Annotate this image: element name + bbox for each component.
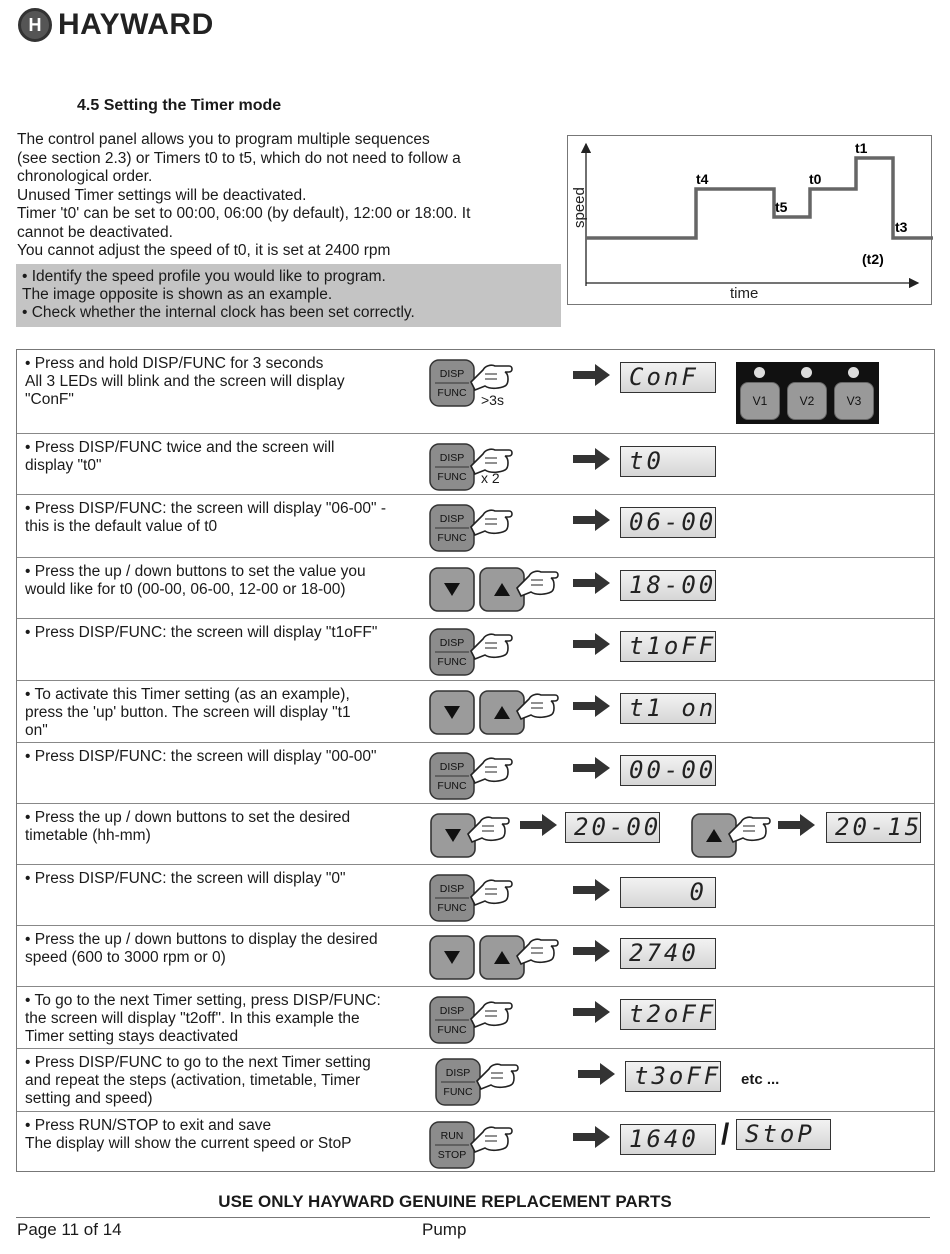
footer-notice: USE ONLY HAYWARD GENUINE REPLACEMENT PARTS [218,1192,672,1211]
button-label-bottom: FUNC [437,656,467,668]
lcd-display: 2740 [620,938,716,969]
button-label-top: DISP [439,883,465,895]
step-row [17,434,934,495]
disp-func-button[interactable] [429,442,519,494]
step-row [17,681,934,743]
label-t3: t3 [895,219,908,235]
button-label-top: DISP [439,637,465,649]
button-label-top: DISP [439,761,465,773]
hayward-logo-mark: H [18,8,52,42]
page-number: Page 11 of 14 [17,1220,122,1239]
led-indicator [754,367,765,378]
run-stop-button[interactable] [429,1120,519,1172]
lcd-display: t1 on [620,693,716,724]
lcd-display: 1640 [620,1124,716,1155]
disp-func-button[interactable] [429,873,519,925]
step-instruction: • To go to the next Timer setting, press DISP/FUNC: the screen will display "t2off". In this example the Timer setting stays deactivated [25,992,381,1045]
etc-note: etc ... [741,1071,780,1088]
step-row [17,1049,934,1112]
step-row [17,1112,934,1171]
press-hint: >3s [481,392,504,408]
step-instruction: • Press DISP/FUNC: the screen will display "0" [25,870,346,887]
intro-paragraph: You cannot adjust the speed of t0, it is set at 2400 rpm [17,242,391,259]
right-arrow-icon [578,1061,616,1087]
disp-func-button[interactable] [429,358,519,410]
right-arrow-icon [573,877,611,903]
hand-pointer-icon [471,1002,512,1027]
label-t2: (t2) [862,251,884,267]
button-label-bottom: FUNC [437,1024,467,1036]
lcd-display: 20-00 [565,812,660,843]
right-arrow-icon [573,755,611,781]
led-indicator [848,367,859,378]
steps-table [16,349,935,1172]
speed-button-v2[interactable]: V2 [787,382,827,420]
step-instruction: • Press DISP/FUNC to go to the next Timer setting and repeat the steps (activation, timetable, Timer setting and speed) [25,1054,371,1107]
step-instruction: • Press DISP/FUNC: the screen will display "t1oFF" [25,624,378,641]
right-arrow-icon [573,999,611,1025]
step-row [17,350,934,434]
label-t0: t0 [809,171,822,187]
lcd-display: 06-00 [620,507,716,538]
footer-divider [16,1217,930,1218]
hayward-logo-text: HAYWARD [58,8,214,41]
step-instruction: • To activate this Timer setting (as an example), press the 'up' button. The screen will display "t1 on" [25,686,351,739]
down-button[interactable] [429,689,477,737]
button-label-top: RUN [440,1130,464,1142]
up-button[interactable] [479,566,561,614]
right-arrow-icon [573,446,611,472]
label-t1: t1 [855,140,868,156]
lcd-display-secondary: StoP [736,1119,831,1150]
tip-item: • Identify the speed profile you would like to program. The image opposite is shown as an example. [22,268,386,303]
speed-profile-line [586,158,933,238]
step-row [17,987,934,1049]
step-row [17,804,934,865]
up-button[interactable] [691,812,773,860]
y-axis-label: speed [571,187,588,228]
intro-paragraph: The control panel allows you to program multiple sequences (see section 2.3) or Timers t0 to t5, which do not need to follow a chronological order. [17,131,461,185]
intro-paragraph: Unused Timer settings will be deactivated. [17,186,307,204]
disp-func-button[interactable] [429,751,519,803]
hand-pointer-icon [471,880,512,905]
hand-pointer-icon [471,365,512,390]
step-instruction: • Press DISP/FUNC: the screen will display "06-00" - this is the default value of t0 [25,500,386,535]
right-arrow-icon [573,1124,611,1150]
button-label-bottom: STOP [437,1149,467,1161]
button-label-top: DISP [439,452,465,464]
down-button[interactable] [430,812,512,860]
step-row [17,619,934,681]
hand-pointer-icon [471,1127,512,1152]
label-t5: t5 [775,199,788,215]
right-arrow-icon [573,938,611,964]
down-button[interactable] [429,934,477,982]
right-arrow-icon [778,812,816,838]
display-separator: / [721,1118,730,1151]
speed-button-v3[interactable]: V3 [834,382,874,420]
step-row [17,926,934,987]
lcd-display: 00-00 [620,755,716,786]
button-label-top: DISP [439,513,465,525]
led-indicator [801,367,812,378]
up-button[interactable] [479,689,561,737]
speed-button-v1[interactable]: V1 [740,382,780,420]
intro-text [17,131,557,261]
x-axis-label: time [730,285,759,302]
step-instruction: • Press DISP/FUNC: the screen will display "00-00" [25,748,377,765]
step-instruction: • Press DISP/FUNC twice and the screen will display "t0" [25,439,335,474]
step-instruction: • Press the up / down buttons to set the desired timetable (hh-mm) [25,809,351,844]
hand-pointer-icon [477,1064,518,1089]
disp-func-button[interactable] [429,995,519,1047]
button-label-top: DISP [439,1005,465,1017]
lcd-display: t3oFF [625,1061,721,1092]
step-row [17,743,934,804]
disp-func-button[interactable] [435,1057,525,1109]
tip-item: • Check whether the internal clock has been set correctly. [22,304,415,321]
button-label-bottom: FUNC [437,902,467,914]
hand-pointer-icon [471,758,512,783]
right-arrow-icon [573,507,611,533]
button-label-bottom: FUNC [437,532,467,544]
step-instruction: • Press the up / down buttons to display the desired speed (600 to 3000 rpm or 0) [25,931,378,966]
button-label-top: DISP [445,1067,471,1079]
button-label-bottom: FUNC [437,780,467,792]
lcd-display: 18-00 [620,570,716,601]
lcd-display: t2oFF [620,999,716,1030]
hayward-logo [18,8,214,42]
right-arrow-icon [573,631,611,657]
up-button[interactable] [479,934,561,982]
disp-func-button[interactable] [429,503,519,555]
document-name: Pump [422,1220,467,1239]
button-label-bottom: FUNC [443,1086,473,1098]
right-arrow-icon [520,812,558,838]
right-arrow-icon [573,362,611,388]
speed-profile-svg [568,136,933,306]
step-instruction: • Press and hold DISP/FUNC for 3 seconds All 3 LEDs will blink and the screen will display "ConF" [25,355,345,408]
lcd-display: t1oFF [620,631,716,662]
hand-pointer-icon [471,510,512,535]
disp-func-button[interactable] [429,627,519,679]
lcd-display: t0 [620,446,716,477]
press-hint: x 2 [481,470,500,486]
step-row [17,558,934,619]
hand-pointer-icon [471,634,512,659]
section-title: 4.5 Setting the Timer mode [77,97,282,114]
step-row [17,865,934,926]
step-row [17,495,934,558]
led-panel [736,362,879,424]
lcd-display-secondary: 20-15 [826,812,921,843]
right-arrow-icon [573,570,611,596]
lcd-display: ConF [620,362,716,393]
button-label-bottom: FUNC [437,387,467,399]
button-label-bottom: FUNC [437,471,467,483]
label-t4: t4 [696,171,709,187]
button-label-top: DISP [439,368,465,380]
lcd-display: 0 [620,877,716,908]
step-instruction: • Press RUN/STOP to exit and save The display will show the current speed or StoP [25,1117,352,1152]
speed-profile-diagram [567,135,932,305]
intro-paragraph: Timer 't0' can be set to 00:00, 06:00 (by default), 12:00 or 18:00. It cannot be deactivated. [17,205,471,241]
down-button[interactable] [429,566,477,614]
tips-box [16,264,561,327]
step-instruction: • Press the up / down buttons to set the value you would like for t0 (00-00, 06-00, 12-00 or 18-00) [25,563,366,598]
right-arrow-icon [573,693,611,719]
